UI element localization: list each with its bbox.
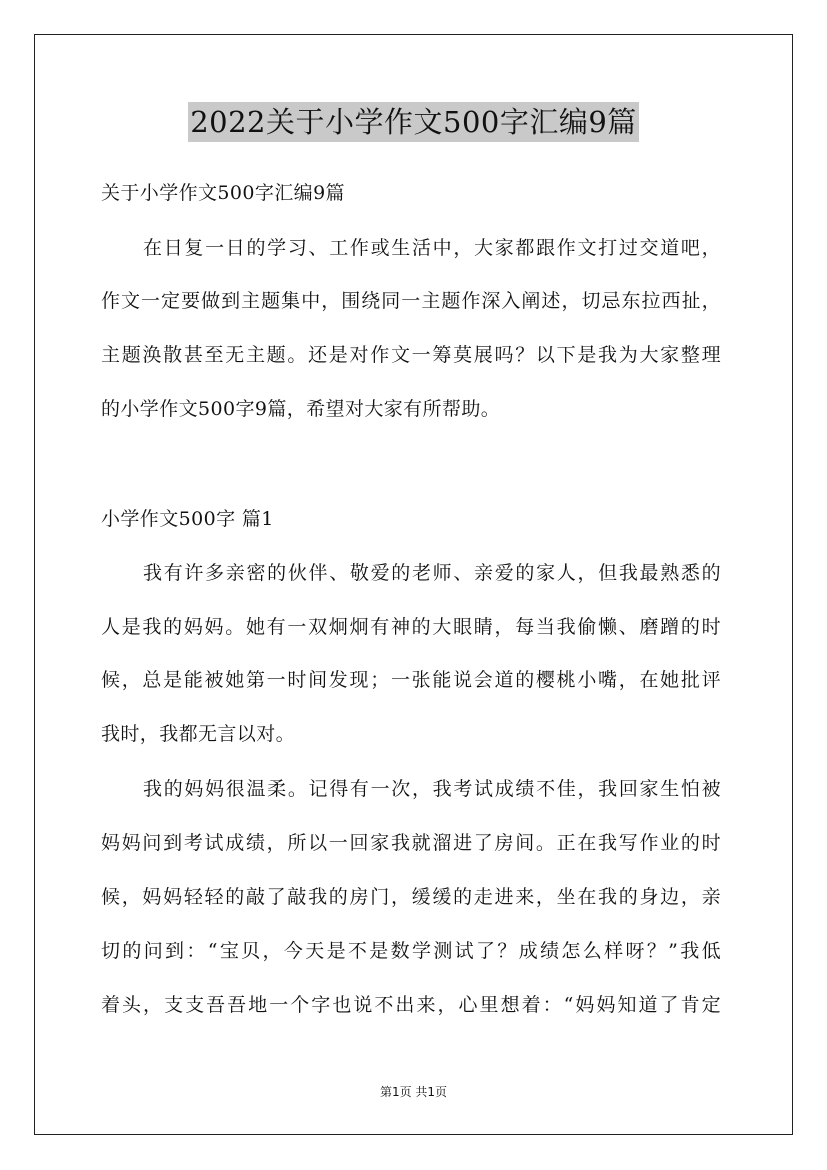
document-subtitle: 关于小学作文500字汇编9篇 bbox=[101, 182, 345, 204]
intro-line: 的小学作文500字9篇，希望对大家有所帮助。 bbox=[101, 398, 501, 420]
paragraph-line: 我有许多亲密的伙伴、敬爱的老师、亲爱的家人，但我最熟悉的 bbox=[143, 562, 721, 584]
intro-line: 作文一定要做到主题集中，围绕同一主题作深入阐述，切忌东拉西扯， bbox=[101, 290, 721, 312]
page-number: 第1页 共1页 bbox=[379, 1085, 448, 1099]
paragraph-line: 妈妈问到考试成绩，所以一回家我就溜进了房间。正在我写作业的时 bbox=[101, 832, 721, 854]
document-title: 2022关于小学作文500字汇编9篇 bbox=[188, 102, 639, 142]
intro-line: 主题涣散甚至无主题。还是对作文一筹莫展吗？以下是我为大家整理 bbox=[101, 344, 721, 366]
paragraph-line: 切的问到：“宝贝，今天是不是数学测试了？成绩怎么样呀？”我低 bbox=[101, 940, 721, 962]
intro-line: 在日复一日的学习、工作或生活中，大家都跟作文打过交道吧， bbox=[143, 237, 721, 259]
title-container bbox=[0, 102, 827, 142]
paragraph-line: 人是我的妈妈。她有一双炯炯有神的大眼睛，每当我偷懒、磨蹭的时 bbox=[101, 616, 721, 638]
paragraph-line: 我的妈妈很温柔。记得有一次，我考试成绩不佳，我回家生怕被 bbox=[143, 778, 721, 800]
paragraph-line: 候，总是能被她第一时间发现；一张能说会道的樱桃小嘴，在她批评 bbox=[101, 669, 721, 691]
paragraph-line: 我时，我都无言以对。 bbox=[101, 723, 296, 745]
paragraph-line: 着头，支支吾吾地一个字也说不出来，心里想着：“妈妈知道了肯定 bbox=[101, 994, 721, 1016]
paragraph-line: 候，妈妈轻轻的敲了敲我的房门，缓缓的走进来，坐在我的身边，亲 bbox=[101, 886, 721, 908]
section-heading: 小学作文500字 篇1 bbox=[101, 508, 274, 530]
